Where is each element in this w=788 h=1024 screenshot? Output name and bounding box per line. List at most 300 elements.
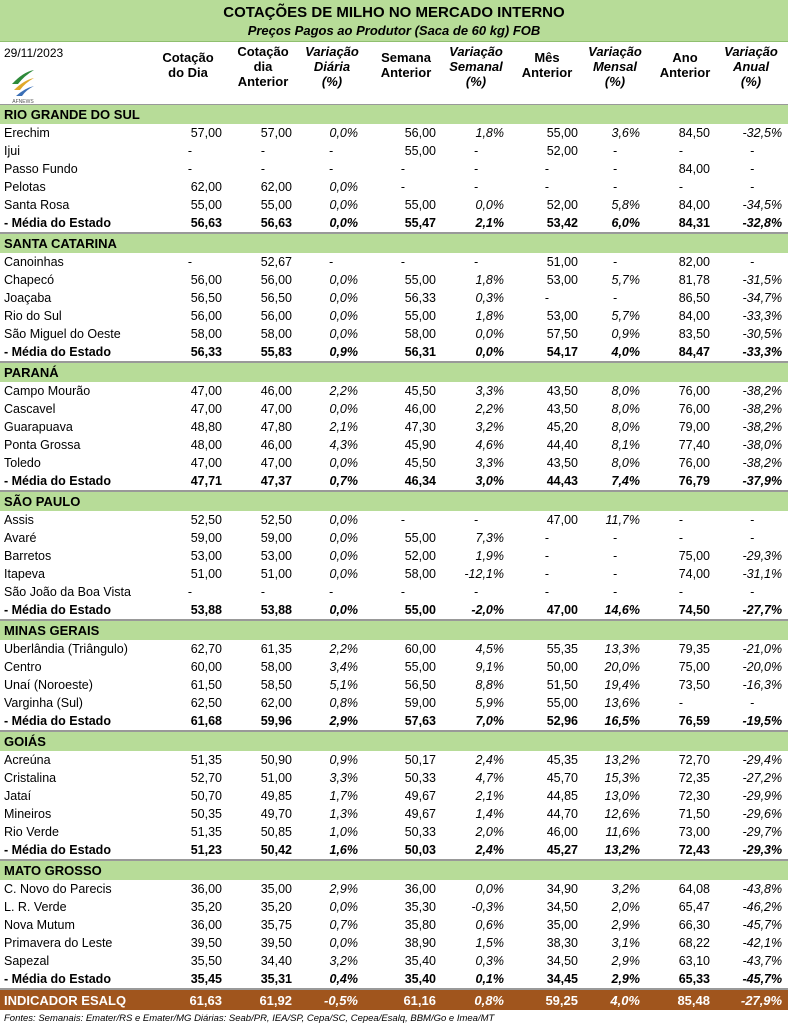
cell-col-8: 74,00	[678, 567, 710, 581]
state-average-row	[0, 841, 788, 860]
table-row	[0, 640, 788, 658]
cell-col-5: 0,0%	[475, 882, 504, 896]
cell-col-9: -31,1%	[742, 567, 783, 581]
cell-col-4: 50,17	[404, 753, 436, 767]
cell-col-9: -	[749, 531, 755, 545]
cell-col-8: -	[678, 144, 684, 158]
table-row	[0, 382, 788, 400]
cell-col-1: 62,50	[190, 696, 222, 710]
cell-col-6: 57,50	[546, 327, 578, 341]
cell-col-3: 0,0%	[298, 601, 364, 620]
cell-col-9: -38,2%	[742, 402, 783, 416]
cell-col-5: -0,3%	[471, 900, 504, 914]
row-label: C. Novo do Parecis	[4, 882, 112, 896]
cell-col-7: 20,0%	[604, 660, 640, 674]
cell-col-4: 49,67	[404, 789, 436, 803]
page-subtitle: Preços Pagos ao Produtor (Saca de 60 kg) FOB	[247, 23, 541, 38]
cell-col-9: -29,6%	[742, 807, 783, 821]
cell-col-4: 49,67	[404, 807, 436, 821]
cell-col-1: -	[187, 162, 193, 176]
row-label: Chapecó	[4, 273, 55, 287]
cell-col-5: 4,7%	[475, 771, 504, 785]
cell-col-1: 57,00	[190, 126, 222, 140]
cell-col-7: 11,6%	[605, 825, 640, 839]
cell-col-5: 0,0%	[442, 343, 510, 362]
cell-col-9: -21,0%	[742, 642, 783, 656]
cell-col-8: 79,35	[678, 642, 710, 656]
cell-col-1: 60,00	[190, 660, 222, 674]
cell-col-7: 8,0%	[611, 402, 640, 416]
cell-col-3: 0,0%	[329, 402, 358, 416]
cell-col-7: 16,5%	[584, 712, 646, 731]
cell-col-5: 7,3%	[475, 531, 504, 545]
section-header	[0, 620, 788, 640]
cell-col-7: 4,0%	[584, 989, 646, 1010]
cell-col-7: 15,3%	[604, 771, 640, 785]
logo-icon	[8, 64, 38, 104]
cell-col-6: 43,50	[546, 456, 578, 470]
cell-col-1: 53,88	[152, 601, 228, 620]
cell-col-8: -	[678, 513, 684, 527]
row-label: Acreúna	[4, 753, 51, 767]
cell-col-4: 55,00	[364, 601, 442, 620]
cell-col-7: 13,6%	[604, 696, 640, 710]
cell-col-1: 61,50	[190, 678, 222, 692]
cell-col-8: 84,31	[646, 214, 716, 233]
cell-col-4: 46,34	[364, 472, 442, 491]
cell-col-5: 2,0%	[475, 825, 504, 839]
cell-col-8: -	[678, 585, 684, 599]
cell-col-3: 0,0%	[329, 126, 358, 140]
table-row	[0, 916, 788, 934]
cell-col-6: 43,50	[546, 384, 578, 398]
cell-col-8: 83,50	[678, 327, 710, 341]
section-header	[0, 491, 788, 511]
cell-col-5: 2,1%	[475, 789, 504, 803]
cell-col-1: -	[187, 585, 193, 599]
logo-text: AFNEWS	[12, 99, 34, 104]
cell-col-4: 61,16	[364, 989, 442, 1010]
cell-col-2: 50,42	[228, 841, 298, 860]
cell-col-3: 1,3%	[329, 807, 358, 821]
cell-col-6: 34,90	[546, 882, 578, 896]
row-label: Barretos	[4, 549, 52, 563]
cell-col-4: -	[400, 255, 406, 269]
cell-col-2: 47,80	[260, 420, 292, 434]
table-row	[0, 583, 788, 601]
cell-col-8: 72,43	[646, 841, 716, 860]
row-label: Cristalina	[4, 771, 57, 785]
cell-col-9: -38,2%	[742, 420, 783, 434]
table-row	[0, 952, 788, 970]
row-label: Assis	[4, 513, 34, 527]
cell-col-2: 58,00	[260, 327, 292, 341]
cell-col-9: -33,3%	[742, 309, 783, 323]
cell-col-3: -	[328, 255, 334, 269]
cell-col-8: 82,00	[678, 255, 710, 269]
cell-col-7: 6,0%	[584, 214, 646, 233]
cell-col-3: 0,0%	[329, 180, 358, 194]
cell-col-1: 55,00	[190, 198, 222, 212]
cell-col-7: 2,9%	[611, 918, 640, 932]
cell-col-4: -	[400, 162, 406, 176]
cell-col-7: -	[612, 291, 618, 305]
cell-col-9: -29,3%	[742, 549, 783, 563]
cell-col-9: -45,7%	[742, 918, 783, 932]
table-row	[0, 658, 788, 676]
cell-col-2: 47,37	[228, 472, 298, 491]
cell-col-2: 35,00	[260, 882, 292, 896]
row-label: Centro	[4, 660, 42, 674]
cell-col-1: 47,00	[190, 402, 222, 416]
cell-col-8: 86,50	[678, 291, 710, 305]
cell-col-6: 44,85	[546, 789, 578, 803]
cell-col-1: 50,70	[190, 789, 222, 803]
table-row	[0, 325, 788, 343]
table-row	[0, 805, 788, 823]
cell-col-8: -	[678, 531, 684, 545]
cell-col-5: 0,0%	[475, 327, 504, 341]
header-ano-anterior: Ano Anterior	[659, 50, 711, 80]
table-row	[0, 547, 788, 565]
cell-col-4: 45,50	[404, 384, 436, 398]
cell-col-7: -	[612, 255, 618, 269]
cell-col-6: 45,70	[546, 771, 578, 785]
cell-col-1: 51,23	[152, 841, 228, 860]
cell-col-8: 84,50	[678, 126, 710, 140]
cell-col-9: -34,5%	[742, 198, 783, 212]
cell-col-8: 84,00	[678, 309, 710, 323]
cell-col-5: 3,2%	[475, 420, 504, 434]
cell-col-5: 5,9%	[475, 696, 504, 710]
table-row	[0, 196, 788, 214]
cell-col-9: -	[749, 162, 755, 176]
cell-col-2: 35,20	[260, 900, 292, 914]
cell-col-1: 47,00	[190, 456, 222, 470]
cell-col-3: 0,4%	[298, 970, 364, 989]
cell-col-5: 7,0%	[442, 712, 510, 731]
cell-col-6: 47,00	[546, 513, 578, 527]
cell-col-2: 53,88	[228, 601, 298, 620]
cell-col-3: 0,9%	[329, 753, 358, 767]
cell-col-8: 85,48	[646, 989, 716, 1010]
cell-col-2: 46,00	[260, 384, 292, 398]
table-row	[0, 880, 788, 898]
cell-col-3: 0,9%	[298, 343, 364, 362]
row-label: Mineiros	[4, 807, 52, 821]
cell-col-7: 3,2%	[611, 882, 640, 896]
cell-col-5: -12,1%	[464, 567, 504, 581]
cell-col-6: -	[544, 585, 550, 599]
cell-col-1: 36,00	[190, 918, 222, 932]
table-row	[0, 934, 788, 952]
cell-col-4: 56,33	[404, 291, 436, 305]
cell-col-7: 3,1%	[611, 936, 640, 950]
cell-col-2: 55,83	[228, 343, 298, 362]
cell-col-1: 48,00	[190, 438, 222, 452]
cell-col-1: 56,50	[190, 291, 222, 305]
cell-col-8: 79,00	[678, 420, 710, 434]
cell-col-4: 36,00	[404, 882, 436, 896]
cell-col-2: -	[260, 144, 266, 158]
cell-col-2: 62,00	[260, 180, 292, 194]
cell-col-9: -33,3%	[716, 343, 788, 362]
section-header	[0, 860, 788, 880]
cell-col-4: 50,33	[404, 825, 436, 839]
row-label: Sapezal	[4, 954, 50, 968]
row-label: Uberlândia (Triângulo)	[4, 642, 128, 656]
state-average-row	[0, 601, 788, 620]
cell-col-7: 13,0%	[604, 789, 640, 803]
cell-col-2: 53,00	[260, 549, 292, 563]
cell-col-4: 55,47	[364, 214, 442, 233]
section-header	[0, 731, 788, 751]
cell-col-9: -43,8%	[742, 882, 783, 896]
row-label: Jataí	[4, 789, 32, 803]
table-row	[0, 178, 788, 196]
cell-col-3: 2,9%	[329, 882, 358, 896]
cell-col-4: 52,00	[404, 549, 436, 563]
header-variacao-mensal: Variação Mensal (%)	[588, 44, 642, 89]
cell-col-5: -	[473, 144, 479, 158]
cell-col-2: 34,40	[260, 954, 292, 968]
cell-col-4: 56,00	[404, 126, 436, 140]
cell-col-9: -27,9%	[716, 989, 788, 1010]
header-semana-anterior: Semana Anterior	[380, 50, 432, 80]
cell-col-4: 35,40	[364, 970, 442, 989]
section-title: GOIÁS	[0, 731, 788, 751]
cell-col-3: 0,0%	[329, 273, 358, 287]
cell-col-9: -	[749, 696, 755, 710]
table-row	[0, 694, 788, 712]
cell-col-8: 73,50	[678, 678, 710, 692]
cell-col-6: 53,42	[510, 214, 584, 233]
cell-col-6: -	[544, 162, 550, 176]
row-label: Unaí (Noroeste)	[4, 678, 93, 692]
sources-footer: Fontes: Semanais: Emater/RS e Emater/MG Diárias: Seab/PR, IEA/SP, Cepa/SC, Cepea/Esalq, BBM/Go e Imea/MT	[4, 1013, 495, 1024]
cell-col-9: -30,5%	[742, 327, 783, 341]
row-label: Primavera do Leste	[4, 936, 113, 950]
cell-col-6: 55,00	[546, 696, 578, 710]
cell-col-7: -	[612, 162, 618, 176]
cell-col-3: 0,0%	[298, 214, 364, 233]
cell-col-2: 49,70	[260, 807, 292, 821]
cell-col-2: 56,63	[228, 214, 298, 233]
cell-col-7: 2,0%	[611, 900, 640, 914]
cell-col-7: 5,7%	[611, 273, 640, 287]
table-row	[0, 529, 788, 547]
cell-col-9: -31,5%	[742, 273, 783, 287]
cell-col-6: 45,20	[546, 420, 578, 434]
cell-col-1: 35,50	[190, 954, 222, 968]
cell-col-1: 56,33	[152, 343, 228, 362]
cell-col-8: 73,00	[678, 825, 710, 839]
cell-col-8: 76,00	[678, 384, 710, 398]
cell-col-7: 11,7%	[605, 513, 640, 527]
cell-col-9: -32,8%	[716, 214, 788, 233]
cell-col-4: -	[400, 513, 406, 527]
cell-col-3: 0,0%	[329, 531, 358, 545]
cell-col-6: 35,00	[546, 918, 578, 932]
cell-col-5: 4,5%	[475, 642, 504, 656]
cell-col-3: 1,7%	[329, 789, 358, 803]
cell-col-4: 50,03	[364, 841, 442, 860]
row-label: - Média do Estado	[0, 472, 152, 491]
cell-col-7: 8,0%	[611, 420, 640, 434]
table-row	[0, 565, 788, 583]
row-label: Santa Rosa	[4, 198, 70, 212]
cell-col-6: 34,50	[546, 954, 578, 968]
cell-col-4: 56,31	[364, 343, 442, 362]
cell-col-2: -	[260, 162, 266, 176]
cell-col-6: 45,35	[546, 753, 578, 767]
cell-col-8: 84,00	[678, 162, 710, 176]
cell-col-5: -	[473, 585, 479, 599]
cell-col-7: 0,9%	[611, 327, 640, 341]
cell-col-4: 50,33	[404, 771, 436, 785]
cell-col-1: 36,00	[190, 882, 222, 896]
row-label: Cascavel	[4, 402, 56, 416]
header-variacao-semanal: Variação Semanal (%)	[449, 44, 503, 89]
cell-col-6: 59,25	[510, 989, 584, 1010]
cell-col-8: 66,30	[678, 918, 710, 932]
cell-col-9: -29,3%	[716, 841, 788, 860]
cell-col-3: 2,1%	[329, 420, 358, 434]
cell-col-7: 13,2%	[604, 753, 640, 767]
row-label: São Miguel do Oeste	[4, 327, 121, 341]
cell-col-8: 76,00	[678, 456, 710, 470]
cell-col-1: 61,68	[152, 712, 228, 731]
cell-col-7: 5,8%	[611, 198, 640, 212]
cell-col-3: 0,0%	[329, 936, 358, 950]
cell-col-4: 60,00	[404, 642, 436, 656]
row-label: Joaçaba	[4, 291, 52, 305]
cell-col-9: -20,0%	[742, 660, 783, 674]
cell-col-1: 59,00	[190, 531, 222, 545]
cell-col-5: 3,0%	[442, 472, 510, 491]
cell-col-1: 50,35	[190, 807, 222, 821]
cell-col-7: 14,6%	[584, 601, 646, 620]
cell-col-2: 56,00	[260, 273, 292, 287]
cell-col-4: 38,90	[404, 936, 436, 950]
cell-col-3: 0,0%	[329, 900, 358, 914]
table-row	[0, 124, 788, 142]
cell-col-9: -38,0%	[742, 438, 783, 452]
cell-col-4: 45,50	[404, 456, 436, 470]
table-row	[0, 418, 788, 436]
cell-col-9: -	[749, 513, 755, 527]
cell-col-5: -	[473, 162, 479, 176]
cell-col-3: -0,5%	[298, 989, 364, 1010]
cell-col-9: -43,7%	[742, 954, 783, 968]
cell-col-1: 52,70	[190, 771, 222, 785]
cell-col-2: 52,67	[260, 255, 292, 269]
cell-col-7: 5,7%	[611, 309, 640, 323]
cell-col-1: 53,00	[190, 549, 222, 563]
row-label: São João da Boa Vista	[4, 585, 131, 599]
cell-col-3: 0,0%	[329, 309, 358, 323]
cell-col-5: 2,4%	[442, 841, 510, 860]
cell-col-1: 35,20	[190, 900, 222, 914]
cell-col-8: 71,50	[678, 807, 710, 821]
cell-col-2: 57,00	[260, 126, 292, 140]
cell-col-8: 72,70	[678, 753, 710, 767]
cell-col-2: 59,00	[260, 531, 292, 545]
cell-col-8: 77,40	[678, 438, 710, 452]
row-label: Nova Mutum	[4, 918, 75, 932]
cell-col-1: 35,45	[152, 970, 228, 989]
cell-col-2: 50,90	[260, 753, 292, 767]
cell-col-8: 75,00	[678, 549, 710, 563]
row-label: Rio Verde	[4, 825, 59, 839]
cell-col-5: 0,3%	[475, 291, 504, 305]
page-title: COTAÇÕES DE MILHO NO MERCADO INTERNO	[223, 4, 565, 21]
cell-col-2: 56,50	[260, 291, 292, 305]
cell-col-6: -	[544, 549, 550, 563]
cell-col-3: -	[328, 144, 334, 158]
section-title: SÃO PAULO	[0, 491, 788, 511]
cell-col-6: 52,00	[546, 198, 578, 212]
cell-col-3: 4,3%	[329, 438, 358, 452]
cell-col-5: -	[473, 180, 479, 194]
cell-col-2: 61,35	[260, 642, 292, 656]
cell-col-4: 45,90	[404, 438, 436, 452]
cell-col-2: 62,00	[260, 696, 292, 710]
cell-col-6: 54,17	[510, 343, 584, 362]
header-cotacao-anterior: Cotação dia Anterior	[237, 44, 289, 89]
cell-col-7: 13,3%	[604, 642, 640, 656]
cell-col-9: -16,3%	[742, 678, 783, 692]
cell-col-6: 45,27	[510, 841, 584, 860]
cell-col-4: 55,00	[404, 531, 436, 545]
section-title: PARANÁ	[0, 362, 788, 382]
cell-col-8: 74,50	[646, 601, 716, 620]
cell-col-5: 1,8%	[475, 273, 504, 287]
state-average-row	[0, 214, 788, 233]
cell-col-1: -	[187, 144, 193, 158]
row-label: - Média do Estado	[0, 601, 152, 620]
table-row	[0, 271, 788, 289]
cell-col-4: 35,30	[404, 900, 436, 914]
table-row	[0, 400, 788, 418]
cell-col-3: 2,2%	[329, 384, 358, 398]
state-average-row	[0, 712, 788, 731]
row-label: Passo Fundo	[4, 162, 78, 176]
cell-col-9: -37,9%	[716, 472, 788, 491]
row-label: - Média do Estado	[0, 712, 152, 731]
cell-col-7: -	[612, 180, 618, 194]
cell-col-1: 51,35	[190, 753, 222, 767]
cell-col-1: 62,70	[190, 642, 222, 656]
cell-col-7: -	[612, 549, 618, 563]
section-header	[0, 233, 788, 253]
table-row	[0, 160, 788, 178]
cell-col-3: 0,0%	[329, 567, 358, 581]
cell-col-6: 52,00	[546, 144, 578, 158]
table-row	[0, 289, 788, 307]
cell-col-8: 65,33	[646, 970, 716, 989]
row-label: INDICADOR ESALQ	[0, 989, 152, 1010]
cell-col-4: 55,00	[404, 144, 436, 158]
cell-col-9: -	[749, 144, 755, 158]
cell-col-3: 2,2%	[329, 642, 358, 656]
cell-col-9: -	[749, 180, 755, 194]
cell-col-5: -2,0%	[442, 601, 510, 620]
cell-col-7: 2,9%	[611, 954, 640, 968]
cell-col-2: 35,31	[228, 970, 298, 989]
cell-col-8: -	[678, 696, 684, 710]
cell-col-6: 53,00	[546, 309, 578, 323]
